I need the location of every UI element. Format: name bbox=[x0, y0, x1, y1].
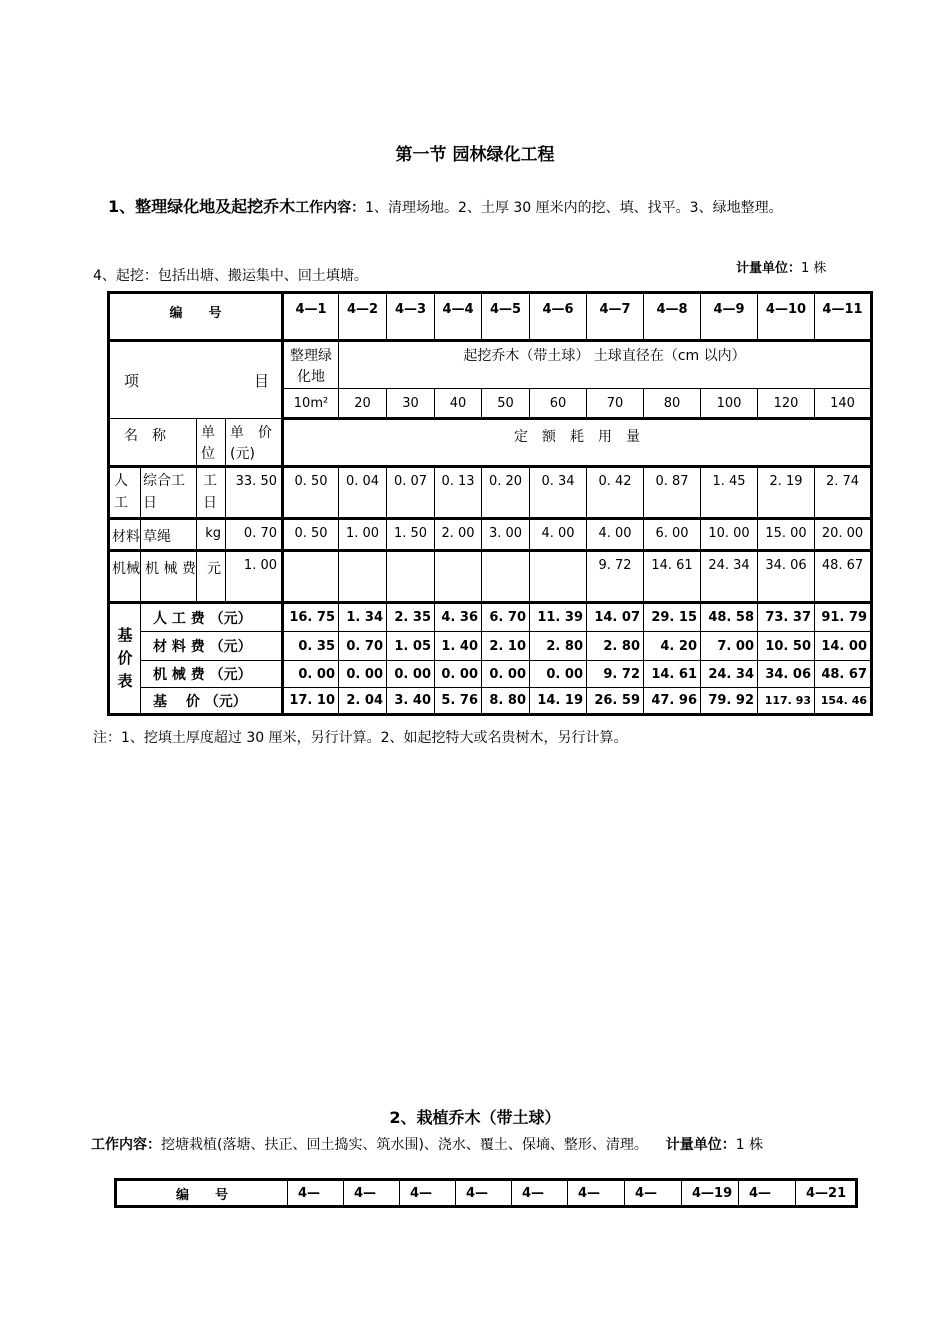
section-title: 第一节 园林绿化工程 bbox=[395, 145, 555, 165]
base-value: 26. 59 bbox=[587, 688, 644, 715]
size-cell: 50 bbox=[482, 389, 530, 419]
base-value: 3. 40 bbox=[387, 688, 435, 715]
section1-heading: 1、整理绿化地及起挖乔木 bbox=[108, 197, 296, 216]
column-header-row bbox=[109, 419, 872, 467]
base-value: 1. 34 bbox=[339, 603, 387, 632]
base-value: 16. 75 bbox=[283, 603, 339, 632]
size-cell: 120 bbox=[758, 389, 815, 419]
code-row bbox=[109, 293, 872, 341]
code-cell: 4— bbox=[288, 1180, 344, 1207]
base-value: 14. 61 bbox=[644, 661, 701, 688]
work-content-label: 工作内容： bbox=[295, 200, 366, 216]
size-cell: 40 bbox=[435, 389, 482, 419]
row-value: 0. 87 bbox=[644, 467, 701, 519]
item-group: 起挖乔木（带土球） 土球直径在（cm 以内） bbox=[339, 341, 872, 389]
code-cell: 4— bbox=[400, 1180, 456, 1207]
base-row-label: 材 料 费 （元） bbox=[141, 632, 283, 661]
base-value: 2. 35 bbox=[387, 603, 435, 632]
row-value: 34. 06 bbox=[758, 551, 815, 603]
row-value: 1. 00 bbox=[339, 519, 387, 551]
base-value: 73. 37 bbox=[758, 603, 815, 632]
row-category: 机械 bbox=[109, 551, 141, 603]
row-value: 0. 50 bbox=[283, 519, 339, 551]
base-value: 48. 67 bbox=[815, 661, 872, 688]
size-cell: 80 bbox=[644, 389, 701, 419]
base-value: 0. 00 bbox=[283, 661, 339, 688]
row-name: 机 械 费 bbox=[141, 551, 197, 603]
base-row-label: 机 械 费 （元） bbox=[141, 661, 283, 688]
row-value: 2. 19 bbox=[758, 467, 815, 519]
code-cell: 4—8 bbox=[644, 293, 701, 341]
work-content-text: 1、清理场地。2、土厚 30 厘米内的挖、填、找平。3、绿地整理。 bbox=[365, 200, 783, 216]
row-price: 0. 70 bbox=[226, 519, 283, 551]
size-cell: 10m² bbox=[283, 389, 339, 419]
base-value: 0. 00 bbox=[387, 661, 435, 688]
row-price: 1. 00 bbox=[226, 551, 283, 603]
code-cell: 4— bbox=[568, 1180, 625, 1207]
work-content-label: 工作内容： bbox=[91, 1137, 161, 1153]
row-value: 0. 07 bbox=[387, 467, 435, 519]
code-cell: 4— bbox=[512, 1180, 568, 1207]
row-value bbox=[435, 551, 482, 603]
code-cell: 4—7 bbox=[587, 293, 644, 341]
table-row bbox=[109, 519, 872, 551]
base-row bbox=[109, 632, 872, 661]
row-value: 24. 34 bbox=[701, 551, 758, 603]
measure-unit bbox=[736, 257, 826, 276]
base-value: 0. 00 bbox=[339, 661, 387, 688]
measure-unit-value: 1 株 bbox=[801, 261, 827, 276]
base-value: 2. 04 bbox=[339, 688, 387, 715]
row-value: 0. 34 bbox=[530, 467, 587, 519]
base-label: 基价表 bbox=[109, 603, 141, 715]
row-value bbox=[387, 551, 435, 603]
note: 注：1、挖填土厚度超过 30 厘米，另行计算。2、如起挖特大或名贵树木，另行计算。 bbox=[93, 730, 628, 746]
base-value: 48. 58 bbox=[701, 603, 758, 632]
row-value: 48. 67 bbox=[815, 551, 872, 603]
table-row bbox=[109, 551, 872, 603]
row-value: 20. 00 bbox=[815, 519, 872, 551]
base-row bbox=[109, 688, 872, 715]
header-usage: 定 额 耗 用 量 bbox=[283, 419, 872, 467]
base-value: 6. 70 bbox=[482, 603, 530, 632]
code-cell: 4—3 bbox=[387, 293, 435, 341]
quota-table bbox=[107, 291, 873, 716]
row-value: 4. 00 bbox=[587, 519, 644, 551]
code-cell: 4— bbox=[739, 1180, 796, 1207]
row-name: 草绳 bbox=[141, 519, 197, 551]
measure-unit-label: 计量单位： bbox=[665, 1137, 736, 1153]
row-price: 33. 50 bbox=[226, 467, 283, 519]
code-cell: 4—1 bbox=[283, 293, 339, 341]
item-label bbox=[109, 341, 283, 419]
section2-title: 2、栽植乔木（带土球） bbox=[389, 1108, 561, 1127]
code-cell: 4— bbox=[344, 1180, 400, 1207]
base-value: 2. 80 bbox=[587, 632, 644, 661]
code-cell: 4—2 bbox=[339, 293, 387, 341]
measure-unit-value: 1 株 bbox=[735, 1137, 764, 1153]
code-cell: 4—11 bbox=[815, 293, 872, 341]
row-value bbox=[482, 551, 530, 603]
section1-header bbox=[108, 193, 838, 222]
row-value: 2. 74 bbox=[815, 467, 872, 519]
row-value: 14. 61 bbox=[644, 551, 701, 603]
base-value: 10. 50 bbox=[758, 632, 815, 661]
row-value: 0. 50 bbox=[283, 467, 339, 519]
row-value bbox=[283, 551, 339, 603]
code-cell: 4—4 bbox=[435, 293, 482, 341]
row-value: 0. 13 bbox=[435, 467, 482, 519]
row-value: 0. 42 bbox=[587, 467, 644, 519]
work-content-line4: 4、起挖：包括出塘、搬运集中、回土填塘。 bbox=[93, 268, 368, 284]
base-value: 7. 00 bbox=[701, 632, 758, 661]
row-value: 15. 00 bbox=[758, 519, 815, 551]
base-value: 29. 15 bbox=[644, 603, 701, 632]
item-row bbox=[109, 341, 872, 389]
item-first: 整理绿化地 bbox=[283, 341, 339, 389]
base-row bbox=[109, 661, 872, 688]
row-unit: 元 bbox=[197, 551, 226, 603]
row-value: 6. 00 bbox=[644, 519, 701, 551]
size-cell: 140 bbox=[815, 389, 872, 419]
measure-unit-label: 计量单位： bbox=[736, 261, 802, 276]
base-value: 5. 76 bbox=[435, 688, 482, 715]
base-value: 0. 00 bbox=[482, 661, 530, 688]
base-value: 17. 10 bbox=[283, 688, 339, 715]
base-value: 9. 72 bbox=[587, 661, 644, 688]
row-value: 1. 45 bbox=[701, 467, 758, 519]
header-unit: 单位 bbox=[197, 419, 226, 467]
base-value: 79. 92 bbox=[701, 688, 758, 715]
code-cell: 4— bbox=[625, 1180, 682, 1207]
code-cell: 4—19 bbox=[682, 1180, 739, 1207]
row-value: 4. 00 bbox=[530, 519, 587, 551]
size-cell: 60 bbox=[530, 389, 587, 419]
base-row-label: 基 价 （元） bbox=[141, 688, 283, 715]
quota-table-2 bbox=[114, 1178, 858, 1208]
row-value bbox=[339, 551, 387, 603]
code-cell: 4—6 bbox=[530, 293, 587, 341]
row-value: 3. 00 bbox=[482, 519, 530, 551]
base-value: 1. 05 bbox=[387, 632, 435, 661]
table-row bbox=[109, 467, 872, 519]
code-cell: 4—9 bbox=[701, 293, 758, 341]
row-category: 人工 bbox=[109, 467, 141, 519]
size-cell: 70 bbox=[587, 389, 644, 419]
item-label-right: 目 bbox=[253, 371, 269, 390]
header-name: 名 称 bbox=[109, 419, 197, 467]
base-value: 0. 00 bbox=[530, 661, 587, 688]
base-value: 2. 80 bbox=[530, 632, 587, 661]
base-value: 47. 96 bbox=[644, 688, 701, 715]
base-value: 14. 00 bbox=[815, 632, 872, 661]
base-value: 14. 07 bbox=[587, 603, 644, 632]
item-label-left: 项 bbox=[124, 371, 140, 390]
row-value: 9. 72 bbox=[587, 551, 644, 603]
code-cell: 4—10 bbox=[758, 293, 815, 341]
code-label: 编 号 bbox=[109, 293, 283, 341]
row-category: 材料 bbox=[109, 519, 141, 551]
base-value: 11. 39 bbox=[530, 603, 587, 632]
code-cell: 4— bbox=[456, 1180, 512, 1207]
row-value: 10. 00 bbox=[701, 519, 758, 551]
code-cell: 4—21 bbox=[796, 1180, 857, 1207]
row-value: 2. 00 bbox=[435, 519, 482, 551]
code-row bbox=[116, 1180, 857, 1207]
base-value: 0. 00 bbox=[435, 661, 482, 688]
base-value: 4. 36 bbox=[435, 603, 482, 632]
base-value: 0. 35 bbox=[283, 632, 339, 661]
code-cell: 4—5 bbox=[482, 293, 530, 341]
row-unit: kg bbox=[197, 519, 226, 551]
row-value: 0. 04 bbox=[339, 467, 387, 519]
row-value bbox=[530, 551, 587, 603]
base-value: 2. 10 bbox=[482, 632, 530, 661]
row-name: 综合工日 bbox=[141, 467, 197, 519]
base-value: 154. 46 bbox=[815, 688, 872, 715]
base-value: 14. 19 bbox=[530, 688, 587, 715]
size-cell: 30 bbox=[387, 389, 435, 419]
header-price: 单 价(元) bbox=[226, 419, 283, 467]
base-row-label: 人 工 费 （元） bbox=[141, 603, 283, 632]
base-value: 4. 20 bbox=[644, 632, 701, 661]
size-cell: 100 bbox=[701, 389, 758, 419]
base-value: 0. 70 bbox=[339, 632, 387, 661]
base-value: 8. 80 bbox=[482, 688, 530, 715]
row-unit: 工日 bbox=[197, 467, 226, 519]
base-value: 117. 93 bbox=[758, 688, 815, 715]
base-value: 91. 79 bbox=[815, 603, 872, 632]
work-content-text: 挖塘栽植(落塘、扶正、回土捣实、筑水围)、浇水、覆土、保墒、整形、清理。 bbox=[161, 1137, 648, 1153]
section2-work-content bbox=[91, 1133, 831, 1157]
base-value: 24. 34 bbox=[701, 661, 758, 688]
row-value: 1. 50 bbox=[387, 519, 435, 551]
size-cell: 20 bbox=[339, 389, 387, 419]
base-value: 34. 06 bbox=[758, 661, 815, 688]
base-value: 1. 40 bbox=[435, 632, 482, 661]
base-row bbox=[109, 603, 872, 632]
code-label: 编 号 bbox=[116, 1180, 288, 1207]
row-value: 0. 20 bbox=[482, 467, 530, 519]
